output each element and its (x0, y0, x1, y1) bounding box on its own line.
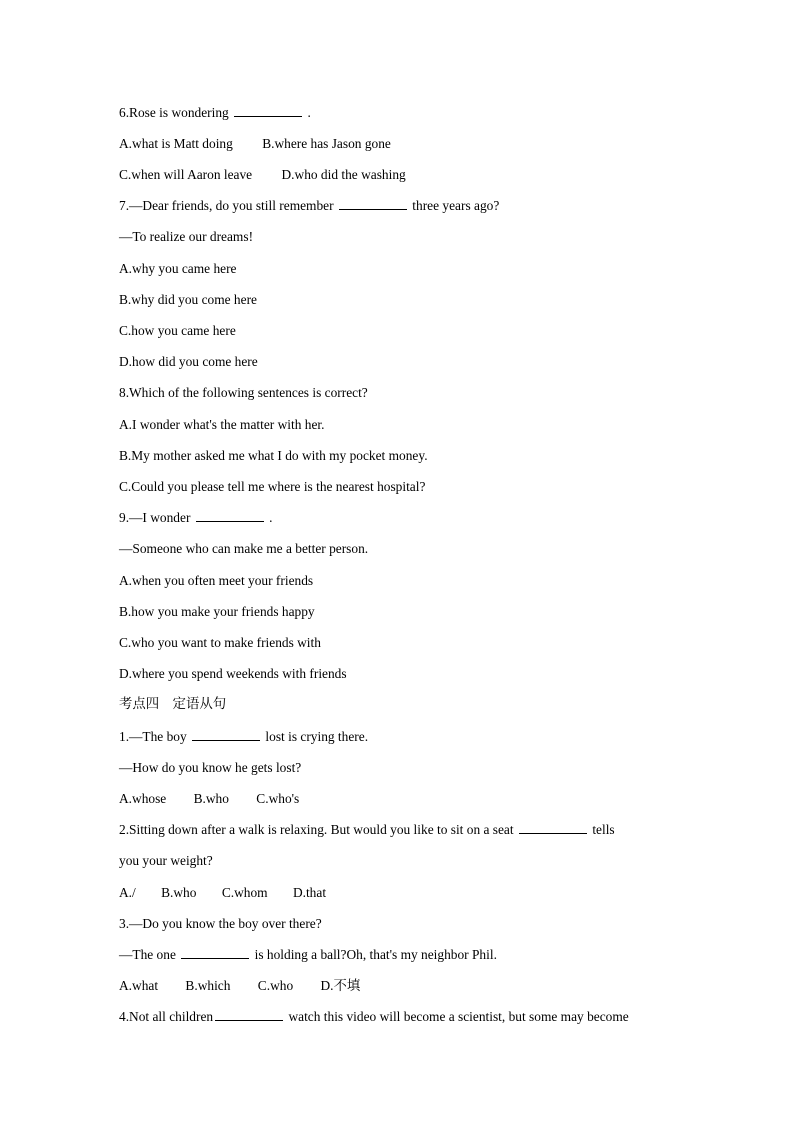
question-stem-text: 9.—I wonder (119, 510, 191, 525)
question-stem-text: —The one (119, 947, 176, 962)
section4-question-2-stem-cont: you your weight? (119, 853, 213, 868)
question-stem-text: . (307, 105, 311, 120)
question-stem-text: lost is crying there. (265, 729, 369, 744)
option-c: C.when will Aaron leave (119, 167, 253, 182)
section4-question-2-options (119, 884, 326, 902)
answer-blank (196, 509, 264, 522)
option-b: B.who (161, 885, 197, 900)
answer-blank (519, 821, 587, 834)
answer-blank (181, 946, 249, 959)
section4-question-2-stem (119, 821, 615, 839)
section4-question-3-reply (119, 946, 497, 964)
option-c: C.whom (221, 885, 268, 900)
option-a: A.when you often meet your friends (119, 573, 314, 588)
answer-blank (192, 728, 260, 741)
question-stem-text: 4.Not all children (119, 1009, 214, 1024)
option-a: A.what (119, 978, 159, 993)
question-7-stem (119, 197, 499, 215)
option-d: D.who did the washing (281, 167, 406, 182)
option-a: A./ (119, 885, 136, 900)
question-6-options-ab (119, 135, 391, 153)
option-c: C.who you want to make friends with (119, 635, 321, 650)
option-d: D.不填 (320, 978, 361, 993)
option-b: B.My mother asked me what I do with my pocket money. (119, 448, 428, 463)
option-d: D.where you spend weekends with friends (119, 666, 347, 681)
question-stem-text: 7.—Dear friends, do you still remember (119, 198, 334, 213)
option-d: D.how did you come here (119, 354, 258, 369)
question-8-stem: 8.Which of the following sentences is correct? (119, 385, 368, 400)
question-7-reply: —To realize our dreams! (119, 229, 254, 244)
question-stem-text: three years ago? (412, 198, 500, 213)
question-6-options-cd (119, 166, 406, 184)
answer-blank (234, 104, 302, 117)
option-a: A.I wonder what's the matter with her. (119, 417, 325, 432)
answer-blank (339, 197, 407, 210)
question-9-stem (119, 509, 272, 527)
section-heading: 考点四 定语从句 (119, 697, 227, 712)
option-b: B.why did you come here (119, 292, 257, 307)
option-a: A.what is Matt doing (119, 136, 233, 151)
answer-blank (215, 1008, 283, 1021)
question-stem-text: tells (592, 822, 615, 837)
question-stem-text: 1.—The boy (119, 729, 187, 744)
question-stem-text: is holding a ball?Oh, that's my neighbor Phil. (254, 947, 497, 962)
option-c: C.who (257, 978, 294, 993)
question-6-stem (119, 104, 311, 122)
option-b: B.how you make your friends happy (119, 604, 315, 619)
section4-question-1-options (119, 790, 299, 808)
option-c: C.who's (256, 791, 300, 806)
question-stem-text: 6.Rose is wondering (119, 105, 229, 120)
option-c: C.how you came here (119, 323, 236, 338)
option-b: B.who (193, 791, 229, 806)
section4-question-1-reply: —How do you know he gets lost? (119, 760, 302, 775)
option-c: C.Could you please tell me where is the nearest hospital? (119, 479, 426, 494)
section4-question-4-stem (119, 1008, 629, 1026)
option-d: D.that (292, 885, 327, 900)
question-stem-text: . (269, 510, 273, 525)
section4-question-1-stem (119, 728, 368, 746)
option-a: A.why you came here (119, 261, 237, 276)
option-a: A.whose (119, 791, 167, 806)
option-b: B.which (185, 978, 231, 993)
section4-question-3-options (119, 977, 360, 995)
question-stem-text: watch this video will become a scientist, but some may become (288, 1009, 629, 1024)
question-stem-text: 2.Sitting down after a walk is relaxing. But would you like to sit on a seat (119, 822, 514, 837)
option-b: B.where has Jason gone (262, 136, 391, 151)
question-9-reply: —Someone who can make me a better person. (119, 541, 369, 556)
section4-question-3-stem: 3.—Do you know the boy over there? (119, 916, 322, 931)
